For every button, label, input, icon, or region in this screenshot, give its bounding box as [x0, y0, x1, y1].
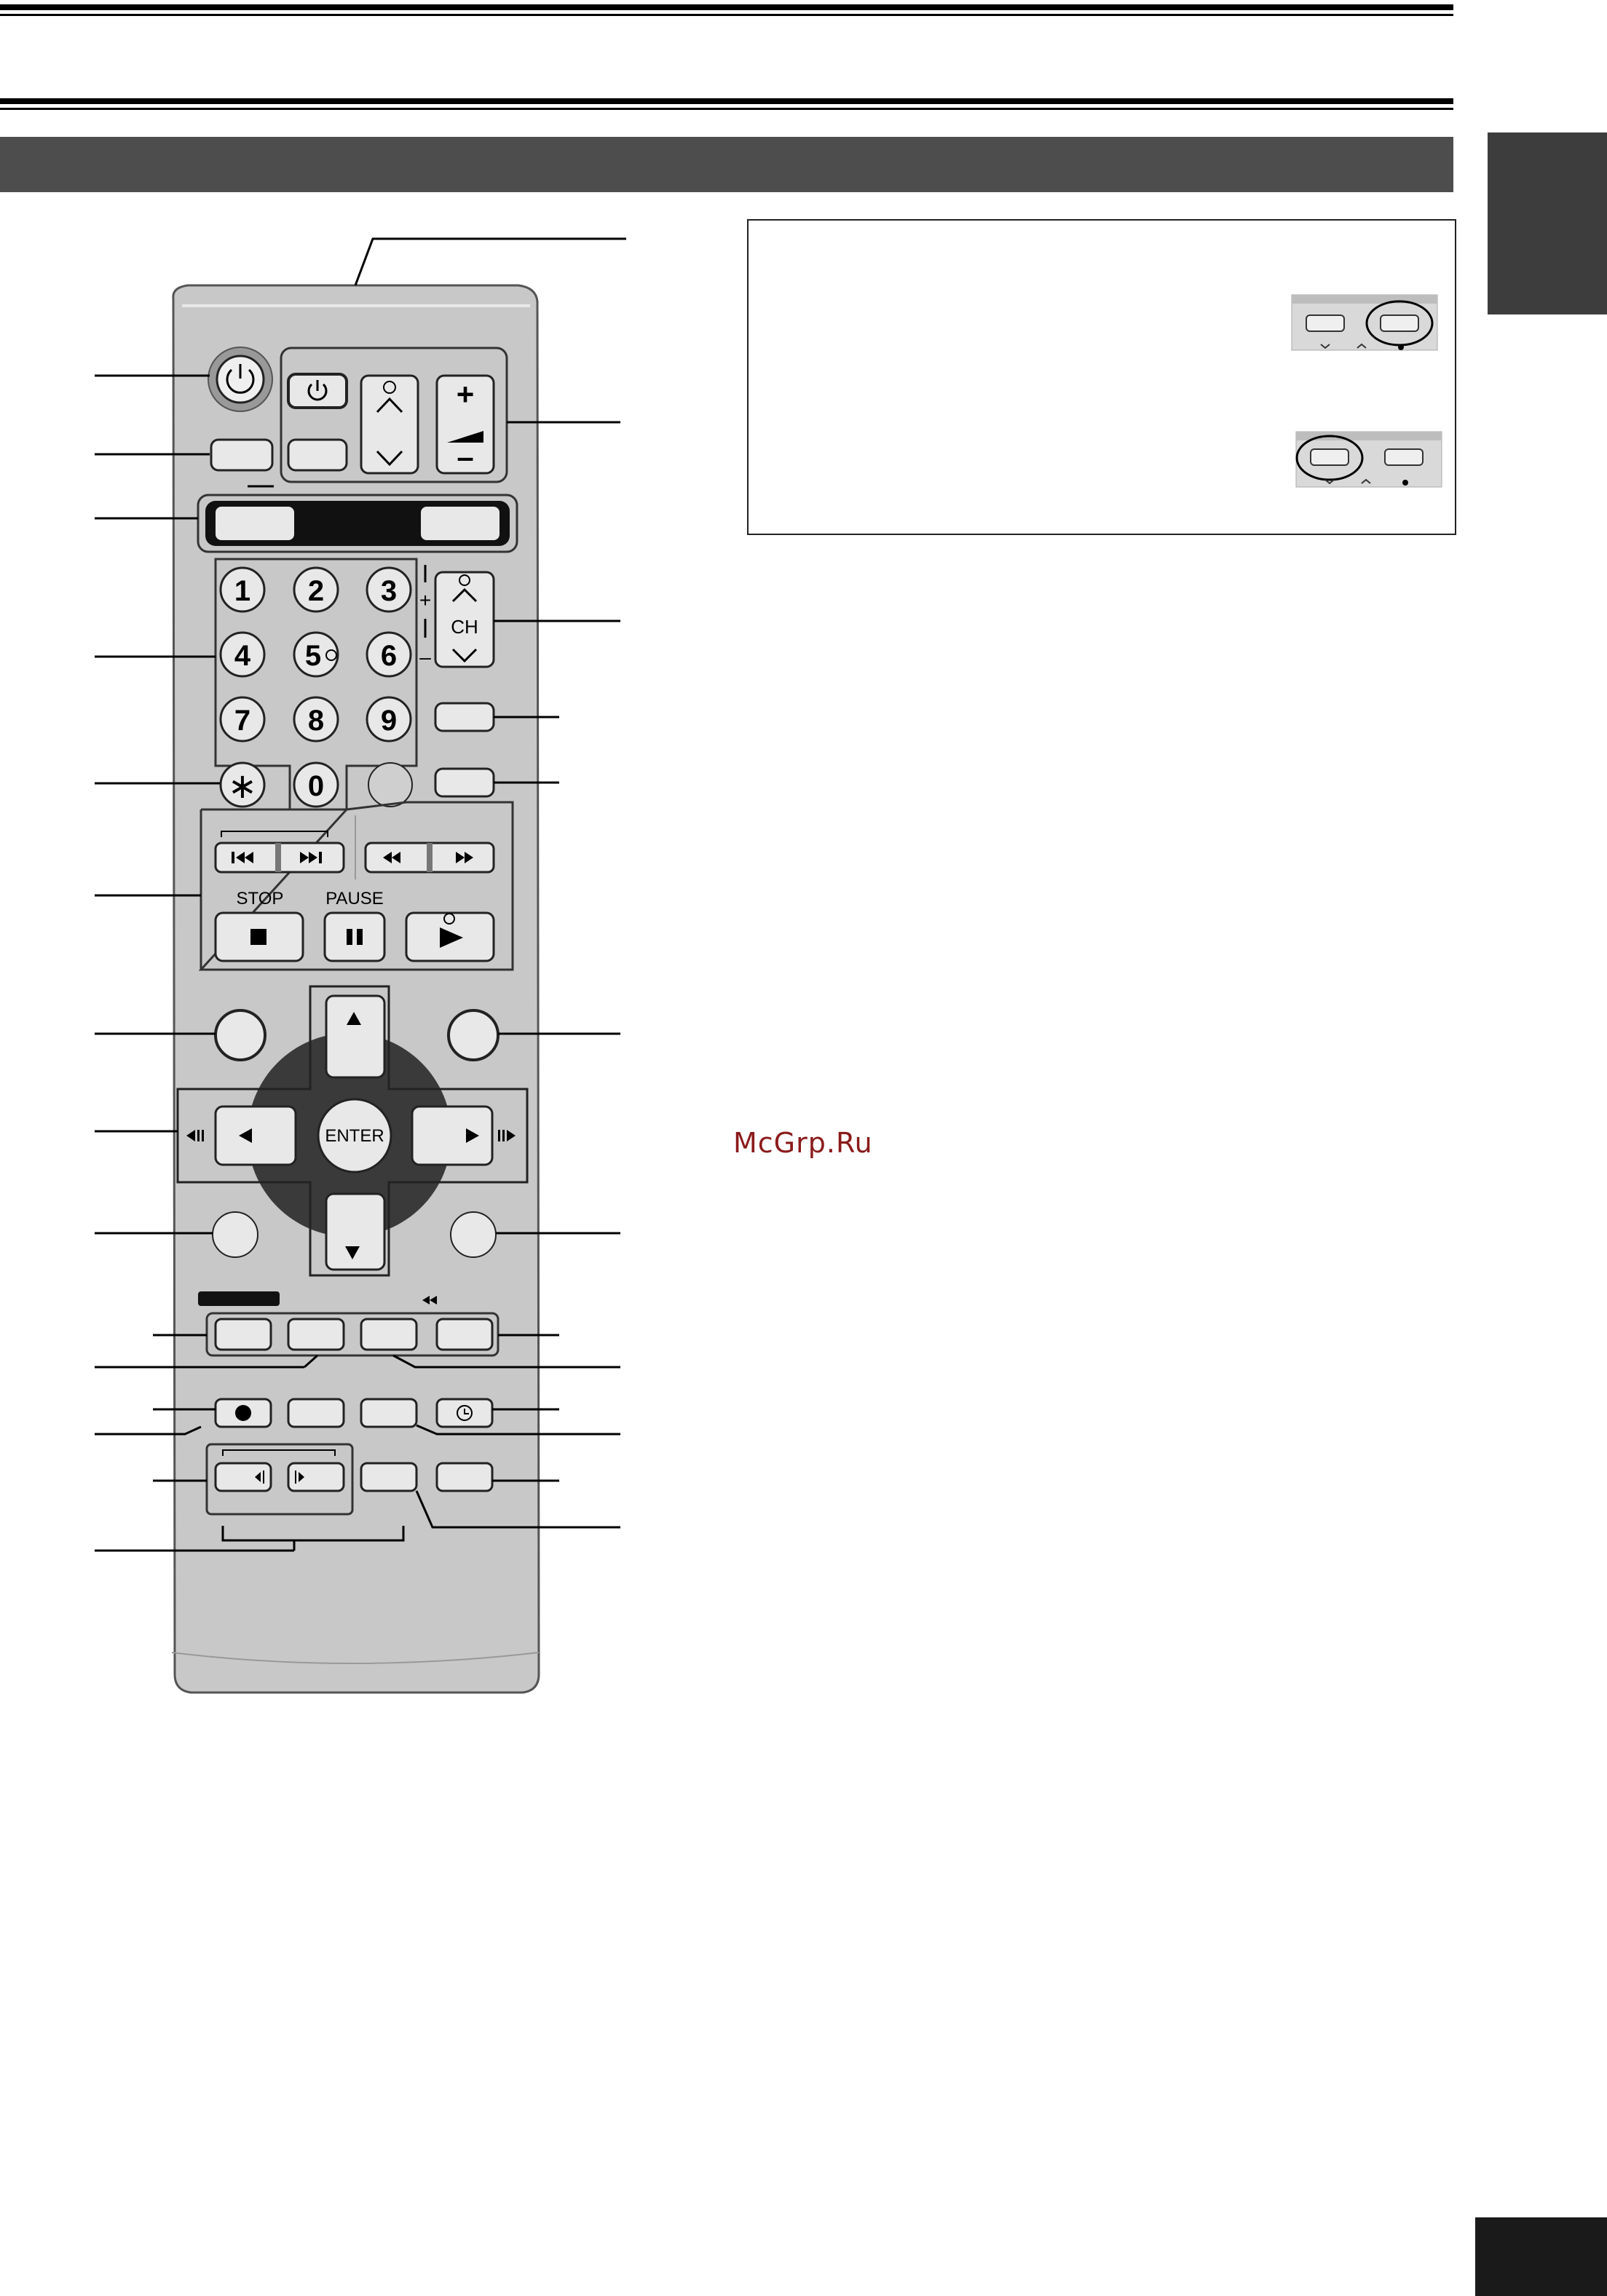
channel-label: CH — [451, 616, 478, 638]
direct-navigator-button[interactable] — [216, 1010, 265, 1060]
record-mode-button[interactable] — [288, 1399, 344, 1427]
drive-select-button[interactable] — [211, 440, 272, 470]
channel-rocker[interactable] — [435, 572, 494, 667]
audio-button[interactable] — [437, 1463, 492, 1491]
color-button-3[interactable] — [361, 1319, 416, 1350]
cancel-round-button[interactable] — [368, 763, 412, 807]
number-key-3[interactable] — [367, 568, 411, 611]
header-rule-thick — [0, 98, 1453, 104]
chapter-forward-button[interactable] — [288, 1463, 344, 1491]
enter-label: ENTER — [325, 1126, 384, 1146]
number-key-0[interactable] — [294, 763, 338, 807]
color-row-header-bar — [198, 1291, 280, 1306]
number-key-label: 4 — [234, 640, 251, 672]
number-key-label: 9 — [380, 705, 398, 737]
info-box — [747, 219, 1456, 535]
power-button[interactable] — [208, 347, 272, 411]
extlink-button[interactable] — [361, 1399, 416, 1427]
return-button[interactable] — [451, 1212, 496, 1257]
top-rule-thin — [0, 14, 1453, 16]
channel-side-button-1[interactable] — [435, 703, 494, 731]
record-icon — [235, 1405, 251, 1421]
star-key[interactable] — [221, 763, 264, 807]
remote-control-illustration — [0, 218, 641, 1703]
number-key-label: 1 — [234, 575, 251, 607]
play-button[interactable] — [406, 913, 494, 961]
number-key-5[interactable] — [294, 633, 338, 676]
number-key-2[interactable] — [294, 568, 338, 611]
cursor-left-button[interactable] — [216, 1107, 296, 1165]
star-key-label: ∗ — [227, 767, 258, 806]
mode-right-button[interactable] — [421, 507, 500, 540]
tv-input-button[interactable] — [288, 440, 347, 470]
stop-button[interactable] — [216, 913, 303, 961]
watermark-text: McGrp.Ru — [733, 1127, 873, 1159]
signal-emitter-pointer — [355, 239, 626, 285]
search-buttons[interactable] — [366, 843, 494, 872]
top-rule-thick — [0, 4, 1453, 10]
number-key-label: 6 — [380, 640, 398, 672]
chapter-side-tab — [1488, 132, 1607, 314]
number-key-9[interactable] — [367, 697, 411, 741]
color-button-2[interactable] — [288, 1319, 344, 1350]
channel-minus-sign: – — [419, 646, 431, 668]
stop-icon — [250, 929, 266, 945]
tv-volume-rocker[interactable] — [437, 376, 494, 474]
pause-label: PAUSE — [325, 889, 384, 908]
volume-plus-sign: + — [456, 377, 475, 411]
number-key-4[interactable] — [221, 633, 264, 676]
tv-channel-rocker[interactable] — [361, 376, 418, 473]
number-key-6[interactable] — [367, 633, 411, 676]
enter-button[interactable] — [318, 1099, 391, 1172]
cursor-up-button[interactable] — [326, 996, 384, 1077]
page-number-box — [1475, 2217, 1607, 2296]
mode-left-button[interactable] — [216, 507, 294, 540]
number-key-7[interactable] — [221, 697, 264, 741]
number-key-label: 0 — [307, 770, 325, 802]
stop-label: STOP — [236, 889, 284, 908]
number-key-1[interactable] — [221, 568, 264, 611]
display-button[interactable] — [361, 1463, 416, 1491]
number-key-8[interactable] — [294, 697, 338, 741]
skip-buttons[interactable] — [216, 843, 344, 872]
tv-mode-thumbnail — [1292, 295, 1437, 350]
number-key-label: 7 — [234, 705, 251, 737]
cursor-right-button[interactable] — [412, 1107, 492, 1165]
number-key-label: 2 — [307, 575, 325, 607]
number-key-label: 3 — [380, 575, 398, 607]
dvd-mode-thumbnail — [1296, 432, 1442, 487]
volume-minus-sign: – — [457, 440, 474, 474]
channel-plus-sign: + — [419, 589, 432, 611]
pause-button[interactable] — [325, 913, 384, 961]
chapter-back-button[interactable] — [216, 1463, 271, 1491]
timer-button[interactable] — [437, 1399, 492, 1427]
section-banner — [0, 137, 1453, 192]
color-button-1[interactable] — [216, 1319, 271, 1350]
number-key-label: 8 — [307, 705, 325, 737]
cursor-down-button[interactable] — [326, 1194, 384, 1270]
tv-power-button[interactable] — [288, 374, 347, 408]
color-button-4[interactable] — [437, 1319, 492, 1350]
sub-menu-button[interactable] — [213, 1212, 258, 1257]
number-key-label: 5 — [304, 640, 322, 672]
functions-button[interactable] — [449, 1010, 498, 1060]
header-rule-thin — [0, 108, 1453, 110]
record-button[interactable] — [216, 1399, 271, 1427]
channel-side-button-2[interactable] — [435, 769, 494, 796]
info-box-illustrations — [749, 221, 1455, 534]
